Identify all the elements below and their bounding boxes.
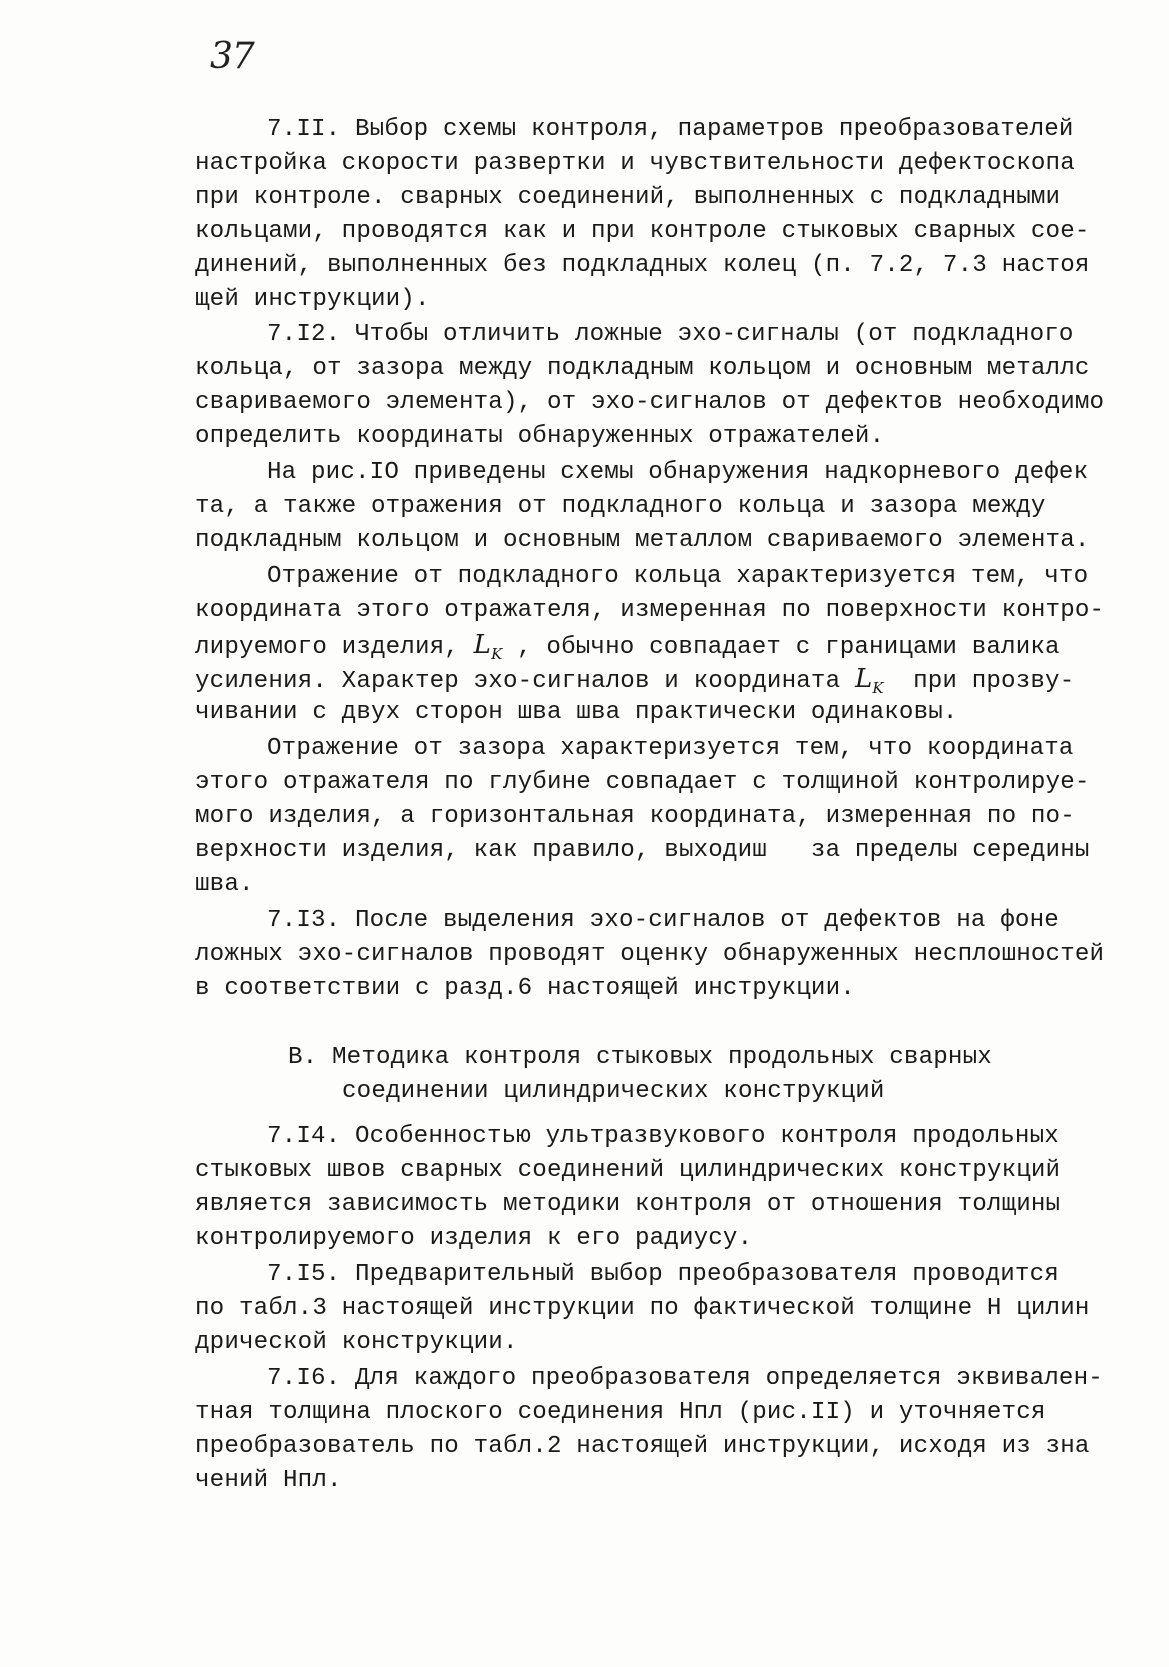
text-line: чивании с двух сторон шва шва практически одинаковы.: [195, 699, 958, 726]
text-line: по табл.3 настоящей инструкции по фактической толщине Н цилин: [195, 1295, 1090, 1322]
text-line: 7.I6. Для каждого преобразователя определяется эквивален-: [267, 1365, 1103, 1392]
text-line: при контроле. сварных соединений, выполненных с подкладными: [195, 184, 1061, 211]
text-line: кольца, от зазора между подкладным кольцом и основным металлс: [195, 355, 1090, 382]
text-line: определить координаты обнаруженных отражателей.: [195, 423, 885, 450]
text-line: стыковых швов сварных соединений цилиндрических конструкций: [195, 1157, 1061, 1184]
text-line: дрической конструкции.: [195, 1329, 518, 1356]
text-line: контролируемого изделия к его радиусу.: [195, 1225, 753, 1252]
text-line: 7.I5. Предварительный выбор преобразователя проводится: [267, 1261, 1059, 1288]
coordinate-symbol: $L_K$: [854, 664, 884, 697]
text-line: преобразователь по табл.2 настоящей инструкции, исходя из зна: [195, 1433, 1090, 1460]
coordinate-symbol: $L_K$: [473, 630, 503, 663]
text-line: 7.II. Выбор схемы контроля, параметров преобразователей: [267, 116, 1074, 143]
text-line: настройка скорости развертки и чувствительности дефектоскопа: [195, 150, 1075, 177]
text-line: шва.: [195, 871, 254, 898]
text-line: верхности изделия, как правило, выходиш за пределы середины: [195, 837, 1090, 864]
text-line: чений Нпл.: [195, 1467, 342, 1494]
text-line: динений, выполненных без подкладных колец (п. 7.2, 7.3 настоя: [195, 252, 1090, 279]
text-line: 7.I3. После выделения эхо-сигналов от дефектов на фоне: [267, 907, 1059, 934]
text-line: свариваемого элемента), от эхо-сигналов от дефектов необходимо: [195, 389, 1105, 416]
text-line: является зависимость методики контроля от отношения толщины: [195, 1191, 1061, 1218]
text-fragment: усиления. Характер эхо-сигналов и координата: [195, 668, 841, 695]
text-line: координата этого отражателя, измеренная по поверхности контро-: [195, 597, 1105, 624]
section-heading: В. Методика контроля стыковых продольных сварных: [288, 1044, 992, 1071]
text-line: мого изделия, а горизонтальная координата, измеренная по по-: [195, 803, 1075, 830]
text-line: 7.I2. Чтобы отличить ложные эхо-сигналы (от подкладного: [267, 321, 1074, 348]
text-line: 7.I4. Особенностью ультразвукового контроля продольных: [267, 1123, 1059, 1150]
text-line: тная толщина плоского соединения Нпл (рис.II) и уточняется: [195, 1399, 1046, 1426]
text-fragment: , обычно совпадает с границами валика: [517, 634, 1060, 661]
text-line: этого отражателя по глубине совпадает с толщиной контролируе-: [195, 769, 1090, 796]
section-heading: соединении цилиндрических конструкций: [342, 1078, 885, 1105]
text-line: ложных эхо-сигналов проводят оценку обнаруженных несплошностей: [195, 941, 1105, 968]
text-line: та, а также отражения от подкладного кольца и зазора между: [195, 493, 1046, 520]
text-line: подкладным кольцом и основным металлом свариваемого элемента.: [195, 527, 1090, 554]
text-line: кольцами, проводятся как и при контроле стыковых сварных сое-: [195, 218, 1090, 245]
text-fragment: при прозву-: [913, 668, 1075, 695]
text-line: щей инструкции).: [195, 286, 430, 313]
text-line: На рис.IO приведены схемы обнаружения надкорневого дефек: [267, 459, 1089, 486]
text-line: в соответствии с разд.6 настоящей инструкции.: [195, 975, 855, 1002]
text-fragment: лируемого изделия,: [195, 634, 459, 661]
text-line: Отражение от зазора характеризуется тем, что координата: [267, 735, 1074, 762]
page-number: 37: [210, 36, 254, 77]
text-line: Отражение от подкладного кольца характеризуется тем, что: [267, 563, 1089, 590]
